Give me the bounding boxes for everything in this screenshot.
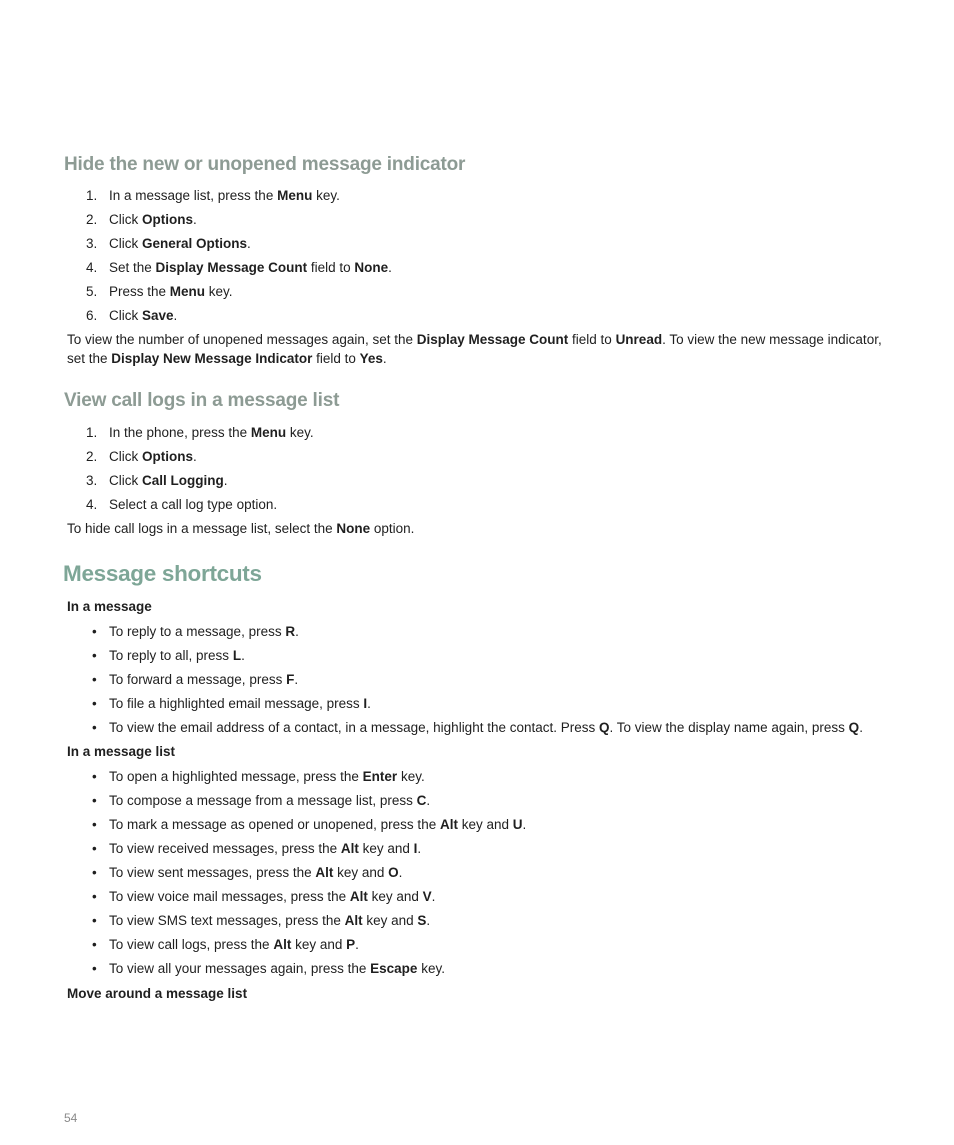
list-item: • To view SMS text messages, press the Alt key and S. — [86, 909, 526, 933]
list-item: • To mark a message as opened or unopened, press the Alt key and U. — [86, 813, 526, 837]
list-item: • To view received messages, press the Alt key and I. — [86, 837, 526, 861]
page-number: 54 — [64, 1111, 78, 1125]
bullet-icon: • — [92, 624, 97, 639]
shortcut-list-in-message-list — [86, 765, 526, 981]
list-item: 4. Select a call log type option. — [86, 497, 278, 512]
list-item: • To file a highlighted email message, press I. — [86, 692, 863, 716]
list-item: • To view all your messages again, press the Escape key. — [86, 957, 526, 981]
list-item: • To open a highlighted message, press the Enter key. — [86, 765, 526, 789]
list-item: 4. Set the Display Message Count field to None. — [86, 260, 392, 275]
bullet-icon: • — [92, 865, 97, 880]
shortcut-list-in-message — [86, 620, 863, 740]
list-item: 3. Click Call Logging. — [86, 473, 228, 488]
bullet-icon: • — [92, 793, 97, 808]
list-item: • To forward a message, press F. — [86, 668, 863, 692]
subheading-in-a-message-list: In a message list — [67, 744, 176, 759]
list-item: 1. In the phone, press the Menu key. — [86, 425, 314, 440]
bullet-icon: • — [92, 817, 97, 832]
bullet-icon: • — [92, 841, 97, 856]
list-item: 6. Click Save. — [86, 308, 178, 323]
steps-list-call-logs — [86, 421, 314, 517]
bullet-icon: • — [92, 769, 97, 784]
bullet-icon: • — [92, 720, 97, 735]
list-item: 5. Press the Menu key. — [86, 284, 233, 299]
bullet-icon: • — [92, 913, 97, 928]
list-item: • To compose a message from a message list, press C. — [86, 789, 526, 813]
list-item: 2. Click Options. — [86, 212, 197, 227]
list-item: 2. Click Options. — [86, 449, 197, 464]
bullet-icon: • — [92, 937, 97, 952]
section-heading-call-logs: View call logs in a message list — [64, 390, 340, 411]
bullet-icon: • — [92, 961, 97, 976]
subheading-move-around: Move around a message list — [67, 986, 248, 1001]
list-item: • To reply to a message, press R. — [86, 620, 863, 644]
list-item: • To view voice mail messages, press the Alt key and V. — [86, 885, 526, 909]
list-item: • To view the email address of a contact, in a message, highlight the contact. Press Q. To view the display name again, press Q. — [86, 716, 863, 740]
note-call-logs: To hide call logs in a message list, select the None option. — [67, 521, 415, 536]
note-hide-indicator: To view the number of unopened messages again, set the Display Message Count field to Unread. To view the new message indicator, set the Display New Message Indicator field to Yes. — [67, 332, 882, 366]
bullet-icon: • — [92, 696, 97, 711]
list-item: • To reply to all, press L. — [86, 644, 863, 668]
list-item: • To view sent messages, press the Alt key and O. — [86, 861, 526, 885]
list-item: 3. Click General Options. — [86, 236, 251, 251]
list-item: • To view call logs, press the Alt key and P. — [86, 933, 526, 957]
bullet-icon: • — [92, 889, 97, 904]
section-heading-message-shortcuts: Message shortcuts — [63, 561, 262, 586]
steps-list-hide-indicator — [86, 184, 392, 328]
list-item: 1. In a message list, press the Menu key. — [86, 188, 340, 203]
subheading-in-a-message: In a message — [67, 599, 152, 614]
bullet-icon: • — [92, 672, 97, 687]
bullet-icon: • — [92, 648, 97, 663]
section-heading-hide-indicator: Hide the new or unopened message indicator — [64, 154, 466, 175]
